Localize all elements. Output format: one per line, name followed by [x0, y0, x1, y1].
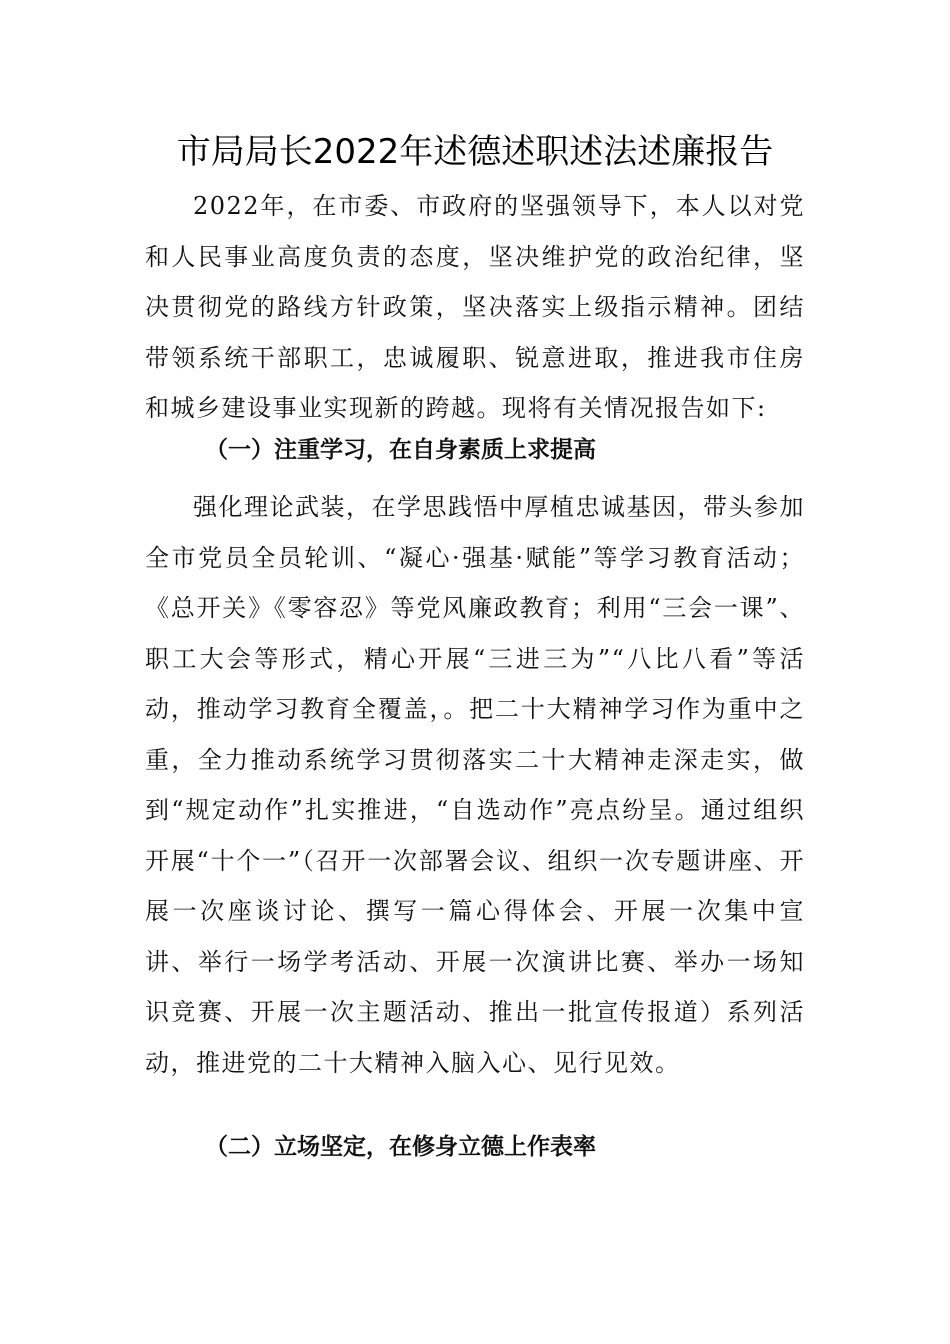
section-1-paragraph: 强化理论武装，在学思践悟中厚植忠诚基因，带头参加全市党员全员轮训、“凝心·强基·赋能”等学习教育活动；《总开关》《零容忍》等党风廉政教育；利用“三会一课”、职工大会等形式，精心开展“三进三为”“八比八看”等活动，推动学习教育全覆盖，。把二十大精神学习作为重中之重，全力推动系统学习贯彻落实二十大精神走深走实，做到“规定动作”扎实推进，“自选动作”亮点纷呈。通过组织开展“十个一”（召开一次部署会议、组织一次专题讲座、开展一次座谈讨论、撰写一篇心得体会、开展一次集中宣讲、举行一场学考活动、开展一次演讲比赛、举办一场知识竞赛、开展一次主题活动、推出一批宣传报道）系列活动，推进党的二十大精神入脑入心、见行见效。 [145, 493, 805, 1077]
intro-paragraph: 2022年，在市委、市政府的坚强领导下，本人以对党和人民事业高度负责的态度，坚决维护党的政治纪律，坚决贯彻党的路线方针政策，坚决落实上级指示精神。团结带领系统干部职工，忠诚履职、锐意进取，推进我市住房和城乡建设事业实现新的跨越。现将有关情况报告如下: [145, 192, 805, 422]
section-1-heading: （一）注重学习，在自身素质上求提高 [205, 437, 596, 463]
document-title: 市局局长2022年述德述职述法述廉报告 [176, 132, 774, 172]
section-2-heading: （二）立场坚定，在修身立德上作表率 [205, 1134, 596, 1160]
